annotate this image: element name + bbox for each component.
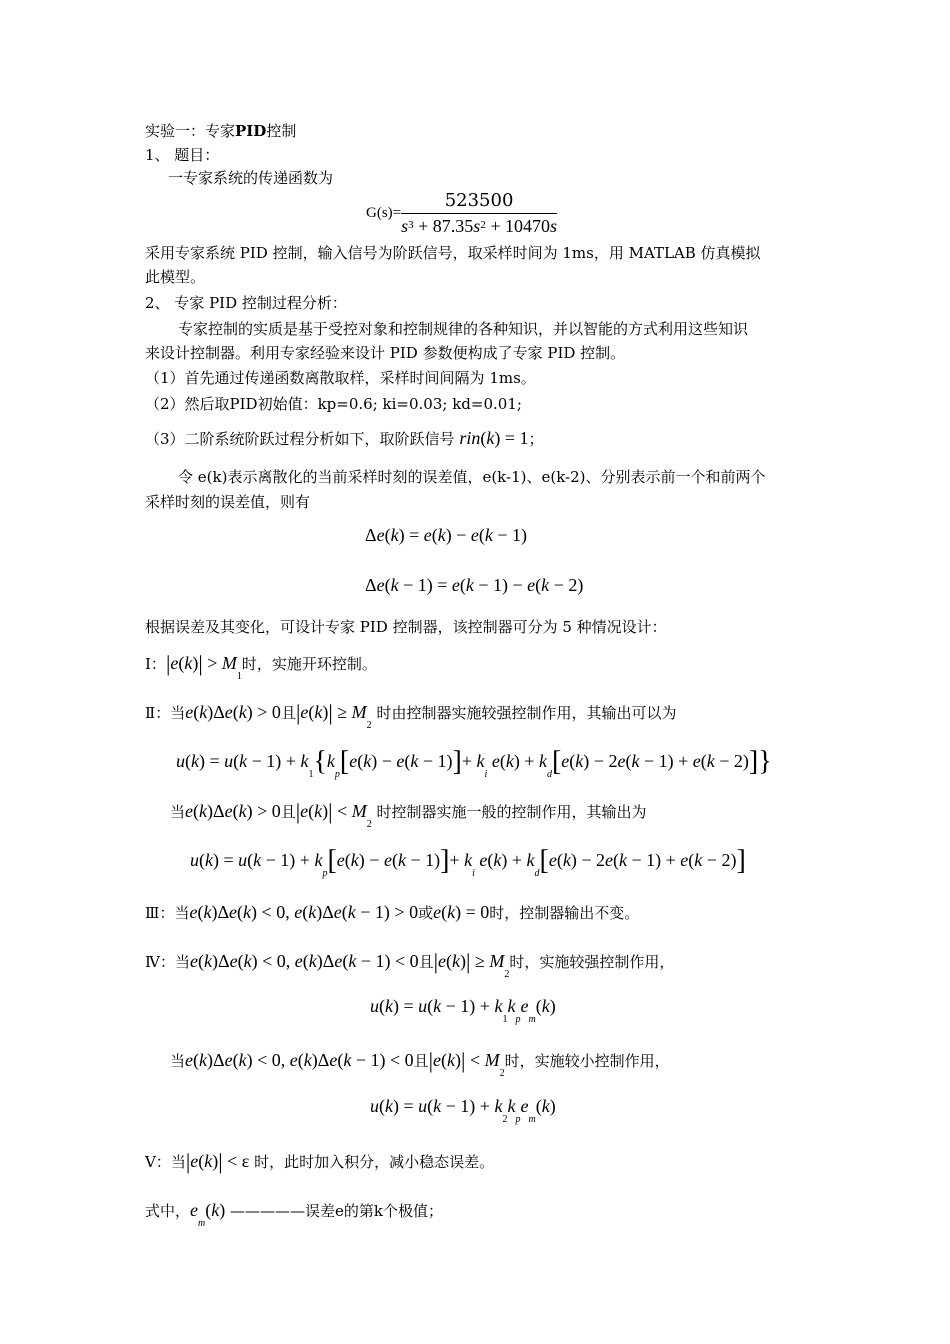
- gs-label: G(s)=: [366, 205, 402, 221]
- case-4b: 当e(k)Δe(k) < 0, e(k)Δe(k − 1) < 0且$|e(k)| < M_2$时，实施较小控制作用，: [170, 1048, 670, 1079]
- step-1: （1）首先通过传递函数离散取样，采样时间间隔为 1ms。: [145, 369, 536, 387]
- case-2-output-equation: $u(k) = u(k - 1) + k_1\{k_p[e(k) - e(k - 1)]+ k_i$ $e(k) + k_d[e(k) - 2e(k - 1) + e(k - 2)]$}: [176, 746, 772, 780]
- step-signal-formula: rin(k) = 1: [459, 428, 529, 448]
- case-1: Ⅰ：$|e(k)| > M_1$时，实施开环控制。: [145, 651, 377, 682]
- gs-numerator: 523500: [401, 190, 557, 214]
- section-1-text-line-2: 此模型。: [145, 268, 206, 286]
- section-2-paragraph-line-1: 专家控制的实质是基于受控对象和控制规律的各种知识，并以智能的方式利用这些知识: [178, 320, 749, 338]
- error-paragraph-line-2: 采样时刻的误差值，则有: [145, 493, 311, 511]
- delta-e-equation-1: Δe(k) = e(k) − e(k − 1): [365, 525, 528, 545]
- section-1-text-line-1: 采用专家系统 PID 控制，输入信号为阶跃信号，取采样时间为 1ms，用 MATLAB 仿真模拟: [145, 244, 761, 262]
- case-4: Ⅳ：当e(k)Δe(k) < 0, e(k)Δe(k − 1) < 0且$|e(k)| \ge M_2$时，实施较强控制作用，: [145, 949, 675, 980]
- section-2-paragraph-line-2: 来设计控制器。利用专家经验来设计 PID 参数便构成了专家 PID 控制。: [145, 344, 626, 362]
- case-3: Ⅲ：当e(k)Δe(k) < 0, e(k)Δe(k − 1) > 0或e(k) = 0时，控制器输出不变。: [145, 902, 640, 922]
- case-2b: 当e(k)Δe(k) > 0且$|e(k)| < M_2$ 时控制器实施一般的控制作用，其输出为: [170, 799, 647, 830]
- section-2-heading: 2、 专家 PID 控制过程分析：: [145, 294, 347, 312]
- case-4b-output-equation: $u(k) = u(k - 1) + k_2k_pe_m(k)$: [370, 1096, 556, 1125]
- section-1-heading: 1、 题目：: [145, 146, 220, 164]
- step-3: （3）二阶系统阶跃过程分析如下，取阶跃信号 rin(k) = 1；: [145, 428, 544, 448]
- delta-e-equation-2: Δe(k − 1) = e(k − 1) − e(k − 2): [365, 575, 584, 595]
- gs-denominator: $s^3 + 87.35s^2 + 10470s$: [401, 216, 557, 236]
- case-4-output-equation: $u(k) = u(k - 1) + k_1k_pe_m(k)$: [370, 996, 556, 1025]
- step-2: （2）然后取PID初始值：kp=0.6; ki=0.03; kd=0.01;: [145, 395, 522, 413]
- case-2: Ⅱ：当e(k)Δe(k) > 0且$|e(k)| \ge M_2$ 时由控制器实施较强控制作用，其输出可以为: [145, 700, 677, 731]
- transfer-function-equation: [366, 190, 557, 237]
- transfer-function-fraction: [401, 190, 557, 237]
- page-title: 实验一：专家PID控制: [145, 122, 297, 140]
- case-2b-output-equation: $u(k) = u(k - 1) + k_p[e(k) - e(k - 1)]+ k_i$ $e(k) + k_d[e(k) - 2e(k - 1) + e(k - 2)]$: [190, 845, 746, 879]
- cases-intro: 根据误差及其变化，可设计专家 PID 控制器，该控制器可分为 5 种情况设计：: [145, 618, 667, 636]
- section-1-intro: 一专家系统的传递函数为: [168, 169, 334, 187]
- case-5: Ⅴ：当|e(k)| < ε 时，此时加入积分，减小稳态误差。: [145, 1149, 495, 1174]
- note-line: 式中，$e_m(k)$ —————误差e的第k个极值；: [145, 1200, 443, 1229]
- error-paragraph-line-1: 令 e(k)表示离散化的当前采样时刻的误差值，e(k-1)、e(k-2)、分别表示前一个和前两个: [178, 468, 766, 486]
